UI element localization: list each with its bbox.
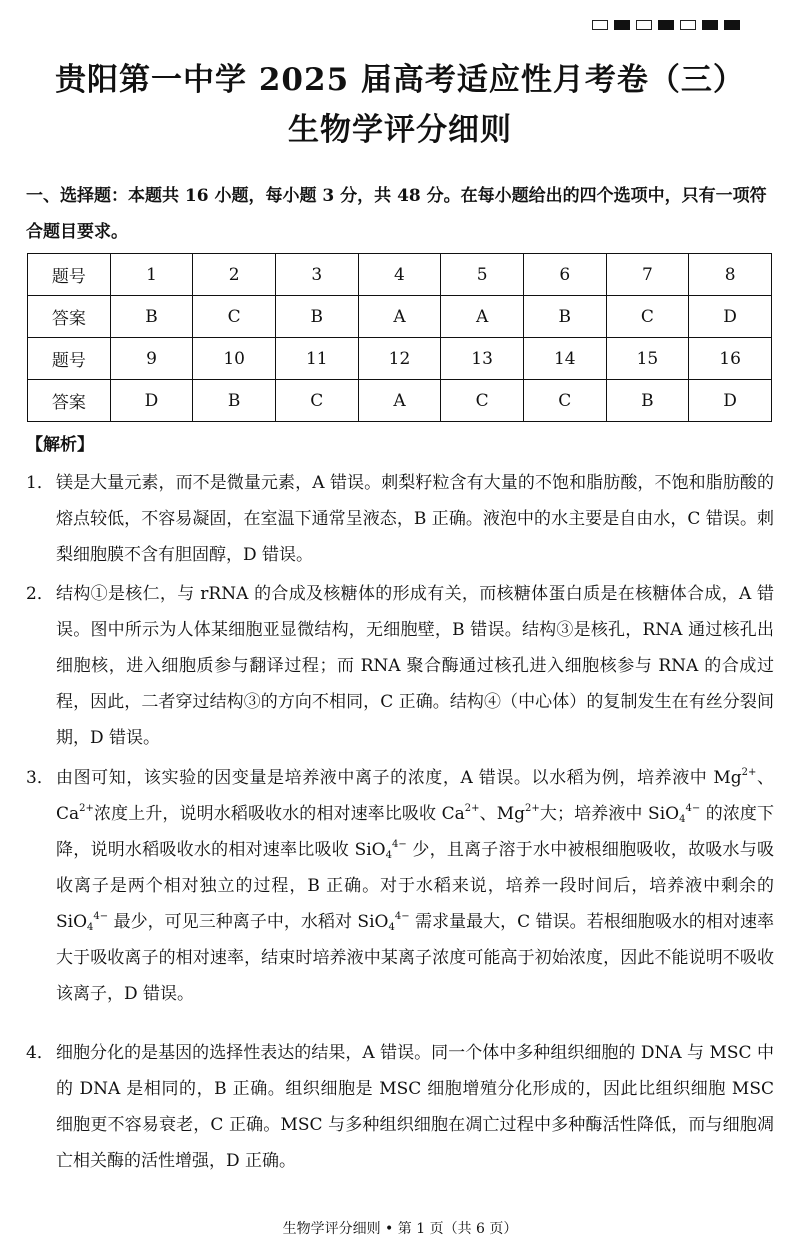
item-number: 3． — [26, 768, 54, 788]
calcium-ion: $Ca^{2+}$ — [56, 803, 94, 824]
question-number: 5 — [441, 254, 524, 296]
row-label: 题号 — [28, 338, 111, 380]
code-mark — [724, 20, 740, 30]
row-label: 答案 — [28, 380, 111, 422]
answer-cell: C — [441, 380, 524, 422]
answer-cell: A — [358, 296, 441, 338]
question-number: 16 — [689, 338, 772, 380]
code-mark — [636, 20, 652, 30]
analysis-item-3 — [26, 760, 774, 1012]
text-part: 、 — [756, 768, 774, 788]
page-footer: 生物学评分细则 • 第 1 页（共 6 页） — [282, 1221, 518, 1237]
text-part: 少，且离子溶于水中被根细胞吸收，故吸水与吸收离子是两个相对独立的过程，B 正确。对于水稻来说，培养一段时间后，培养液中剩余的 — [56, 840, 775, 896]
calcium-ion: $Ca^{2+}$ — [441, 803, 480, 824]
item-number: 4． — [26, 1043, 54, 1063]
answer-cell: A — [441, 296, 524, 338]
item-text: 镁是大量元素，而不是微量元素，A 错误。刺梨籽粒含有大量的不饱和脂肪酸，不饱和脂肪酸的熔点较低，不容易凝固，在室温下通常呈液态，B 正确。液泡中的水主要是自由水，C 错误。刺梨细胞膜不含有胆固醇，D 错误。 — [56, 473, 774, 565]
analysis-item-2 — [26, 576, 774, 756]
item-number: 2． — [26, 584, 54, 604]
table-row-numbers-1 — [28, 254, 772, 296]
code-mark — [614, 20, 630, 30]
text-part: 最少，可见三种离子中，水稻对 — [108, 912, 358, 932]
analysis-heading: 【解析】 — [26, 435, 94, 455]
code-mark — [702, 20, 718, 30]
answer-cell: B — [606, 380, 689, 422]
question-number: 15 — [606, 338, 689, 380]
question-number: 12 — [358, 338, 441, 380]
silicate-ion: SiO$_4^{4-}$ — [56, 911, 109, 933]
row-label: 题号 — [28, 254, 111, 296]
table-row-numbers-2 — [28, 338, 772, 380]
table-row-answers-2 — [28, 380, 772, 422]
answer-table — [27, 253, 772, 422]
silicate-ion: SiO$_4^{4-}$ — [648, 803, 701, 825]
question-number: 8 — [689, 254, 772, 296]
answer-cell: C — [523, 380, 606, 422]
question-number: 3 — [275, 254, 358, 296]
code-mark — [658, 20, 674, 30]
exam-code-marks — [592, 20, 740, 30]
question-number: 6 — [523, 254, 606, 296]
page-title: 贵阳第一中学 2025 届高考适应性月考卷（三） — [55, 62, 745, 98]
text-part: 浓度上升，说明水稻吸收水的相对速率比吸收 — [93, 804, 442, 824]
item-number: 1． — [26, 473, 54, 493]
answer-cell: D — [689, 296, 772, 338]
answer-cell: D — [689, 380, 772, 422]
code-mark — [680, 20, 696, 30]
answer-cell: B — [523, 296, 606, 338]
text-part: 的浓度下降，说明水稻吸收水的相对速率比吸收 — [56, 804, 775, 860]
question-number: 4 — [358, 254, 441, 296]
analysis-item-4 — [26, 1035, 774, 1179]
question-number: 10 — [193, 338, 276, 380]
answer-cell: B — [110, 296, 193, 338]
magnesium-ion: $Mg^{2+}$ — [496, 803, 540, 824]
text-part: 大；培养液中 — [539, 804, 649, 824]
answer-cell: C — [275, 380, 358, 422]
silicate-ion: SiO$_4^{4-}$ — [354, 839, 407, 861]
table-row-answers-1 — [28, 296, 772, 338]
text-part: 由图可知，该实验的因变量是培养液中离子的浓度，A 错误。以水稻为例，培养液中 — [56, 768, 714, 788]
item-text: 结构①是核仁，与 rRNA 的合成及核糖体的形成有关，而核糖体蛋白质是在核糖体合成，A 错误。图中所示为人体某细胞亚显微结构，无细胞壁，B 错误。结构③是核孔，RNA 通过核孔出细胞核，进入细胞质参与翻译过程；而 RNA 聚合酶通过核孔进入细胞核参与 RNA 的合成过程，因此，二者穿过结构③的方向不相同，C 正确。结构④（中心体）的复制发生在有丝分裂间期，D 错误。 — [56, 584, 774, 748]
item-text: 细胞分化的是基因的选择性表达的结果，A 错误。同一个体中多种组织细胞的 DNA 与 MSC 中的 DNA 是相同的，B 正确。组织细胞是 MSC 细胞增殖分化形成的，因此比组织细胞 MSC 细胞更不容易衰老，C 正确。MSC 与多种组织细胞在凋亡过程中多种酶活性降低，而与细胞凋亡相关酶的活性增强，D 正确。 — [56, 1043, 774, 1171]
row-label: 答案 — [28, 296, 111, 338]
question-number: 1 — [110, 254, 193, 296]
code-mark — [592, 20, 608, 30]
answer-cell: C — [606, 296, 689, 338]
answer-cell: D — [110, 380, 193, 422]
text-part: 需求量最大，C 错误。若根细胞吸水的相对速率大于吸收离子的相对速率，结束时培养液中某离子浓度可能高于初始浓度，因此不能说明不吸收该离子，D 错误。 — [56, 912, 774, 1004]
question-number: 2 — [193, 254, 276, 296]
question-number: 14 — [523, 338, 606, 380]
question-number: 13 — [441, 338, 524, 380]
analysis-item-1 — [26, 465, 774, 573]
item-text — [26, 760, 774, 1012]
question-number: 9 — [110, 338, 193, 380]
page-subtitle: 生物学评分细则 — [288, 112, 512, 148]
answer-cell: C — [193, 296, 276, 338]
answer-cell: A — [358, 380, 441, 422]
section-intro: 一、选择题：本题共 16 小题，每小题 3 分，共 48 分。在每小题给出的四个选项中，只有一项符合题目要求。 — [26, 186, 767, 242]
question-number: 11 — [275, 338, 358, 380]
text-part: 、 — [479, 804, 497, 824]
answer-cell: B — [275, 296, 358, 338]
silicate-ion: SiO$_4^{4-}$ — [357, 911, 410, 933]
answer-cell: B — [193, 380, 276, 422]
magnesium-ion: $Mg^{2+}$ — [713, 767, 757, 788]
question-number: 7 — [606, 254, 689, 296]
